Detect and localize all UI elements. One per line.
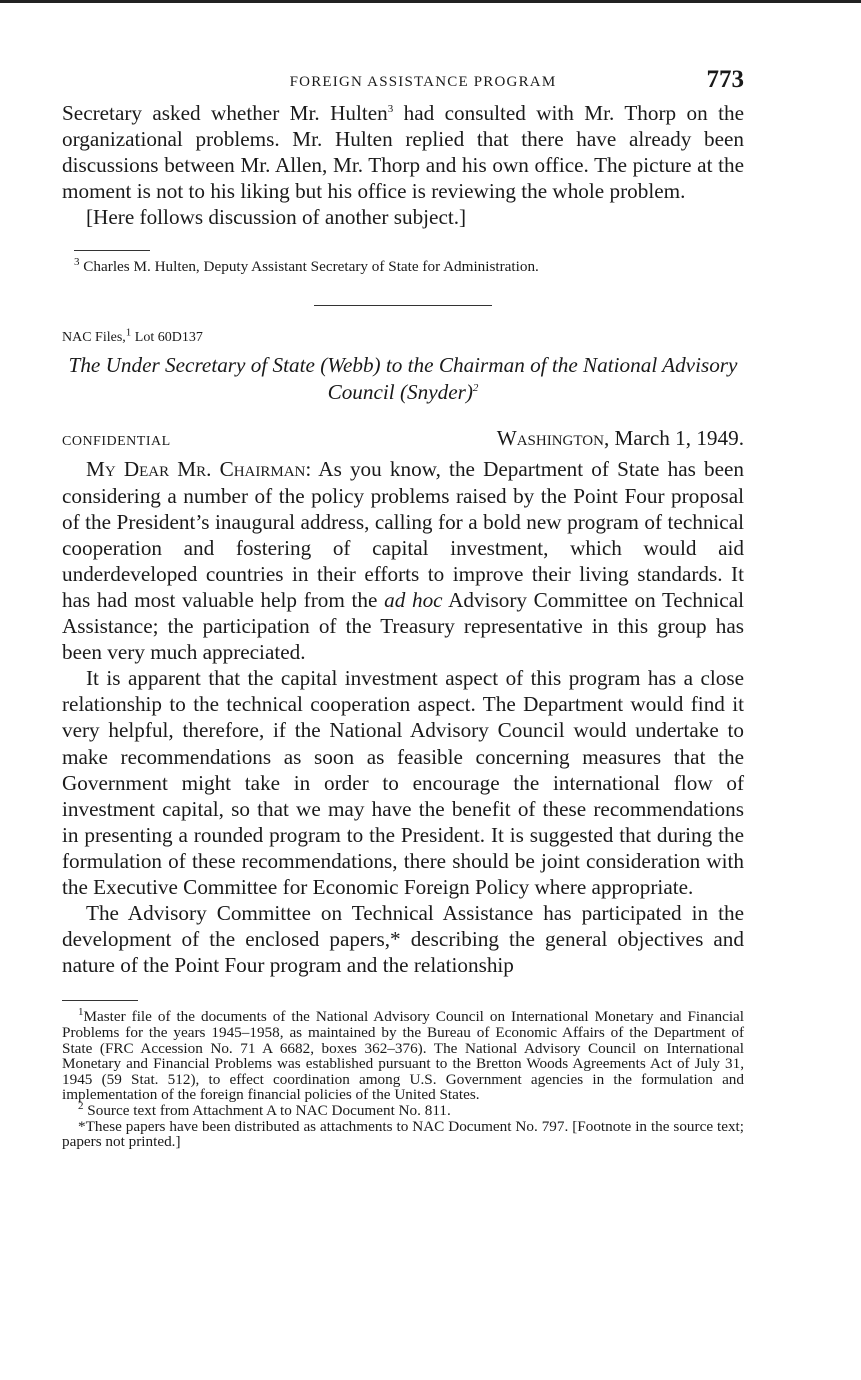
title-footnote-mark: 2 <box>472 382 479 395</box>
letter-paragraph-2: It is apparent that the capital investment aspect of this program has a close relationship to the technical cooperation aspect. The Department would find it very helpful, therefore, if the National Advisory Council would undertake to make recommendations as soon as feasible concerning measures that the Government might take in order to encourage the international flow of investment capital, so that we may have the benefit of these recommendations in presenting a rounded program to the President. It is suggested that during the formulation of these recommendations, there should be joint consideration with the Executive Committee for Economic Foreign Policy where appropriate. <box>62 666 744 899</box>
editorial-note: [Here follows discussion of another subject.] <box>86 205 467 230</box>
classification: CONFIDENTIAL <box>62 434 171 450</box>
date: , March 1, 1949. <box>603 426 744 451</box>
page <box>62 66 744 1150</box>
dateline <box>62 426 744 456</box>
salutation: My Dear Mr. Chairman <box>86 457 306 482</box>
p1-italic: ad hoc <box>384 587 443 612</box>
footnote-divider <box>74 250 150 251</box>
continuation-paragraph <box>62 100 744 204</box>
footnote-3 <box>62 257 744 277</box>
place: Washington <box>496 426 604 451</box>
letter-body <box>62 456 744 978</box>
footnote-2-mark: 2 <box>78 1099 84 1112</box>
footnote-1 <box>62 1006 744 1104</box>
footnote-ref-3: 3 <box>387 102 394 115</box>
footnote-1-text: Master file of the documents of the National Advisory Council on International Monetary and Financial Problems for the years 1945–1958, as maintained by the Bureau of Economic Affairs of the Department of State (FRC Accession No. 71 A 6682, boxes 362–376). The National Advisory Council on International Monetary and Financial Problems was established pursuant to the Bretton Woods Agreements Act of July 31, 1945 (59 Stat. 512), to effect coordination among U.S. Government agencies in the formulation and implementation of the foreign financial policies of the United States. <box>62 1008 744 1104</box>
footnote-2 <box>62 1099 744 1119</box>
source-footnote-mark: 1 <box>125 326 132 339</box>
footnote-3-text: Charles M. Hulten, Deputy Assistant Secretary of State for Administration. <box>83 258 539 276</box>
footnotes <box>62 1006 744 1151</box>
document-title <box>62 352 744 406</box>
footnote-1-mark: 1 <box>78 1006 84 1019</box>
page-number: 773 <box>706 66 744 93</box>
p1-b: Advisory Committee on Technical Assistance; the participation of the Treasury representative in this group has been very much appreciated. <box>62 587 745 665</box>
source-b: Lot 60D137 <box>131 330 203 346</box>
title-text: The Under Secretary of State (Webb) to the Chairman of the National Advisory Council (Snyder) <box>68 353 738 405</box>
footnote-2-text: Source text from Attachment A to NAC Document No. 811. <box>87 1101 451 1119</box>
source-a: NAC Files, <box>62 330 126 346</box>
footnote-3-mark: 3 <box>74 256 80 269</box>
continuation-text-a: Secretary asked whether Mr. Hulten <box>62 101 388 125</box>
continuation-text <box>62 100 744 230</box>
continuation-text-b: had consulted with Mr. Thorp on the organizational problems. Mr. Hulten replied that there have already been discussions between Mr. Allen, Mr. Thorp and his own office. The picture at the moment is not to his liking but his office is reviewing the whole problem. <box>62 101 744 204</box>
letter-paragraph-3: The Advisory Committee on Technical Assistance has participated in the development of the enclosed papers,* describing the general objectives and nature of the Point Four program and the relationship <box>62 901 744 978</box>
p1-a: : As you know, the Department of State has been considering a number of the policy problems raised by the Point Four proposal of the President’s inaugural address, calling for a bold new program of technical cooperation and fostering of capital investment, which would aid underdeveloped countries in their efforts to improve their living standards. It has had most valuable help from the <box>62 457 744 612</box>
page-header <box>62 66 744 100</box>
place-date <box>497 426 744 451</box>
page-top-border <box>0 0 861 3</box>
document-source <box>62 326 744 346</box>
footnotes-divider <box>62 1000 138 1001</box>
letter-paragraph-1 <box>62 456 744 665</box>
section-divider <box>314 305 492 306</box>
running-head: FOREIGN ASSISTANCE PROGRAM <box>289 74 557 90</box>
footnote-star: *These papers have been distributed as attachments to NAC Document No. 797. [Footnote in the source text; papers not printed.] <box>62 1117 744 1151</box>
